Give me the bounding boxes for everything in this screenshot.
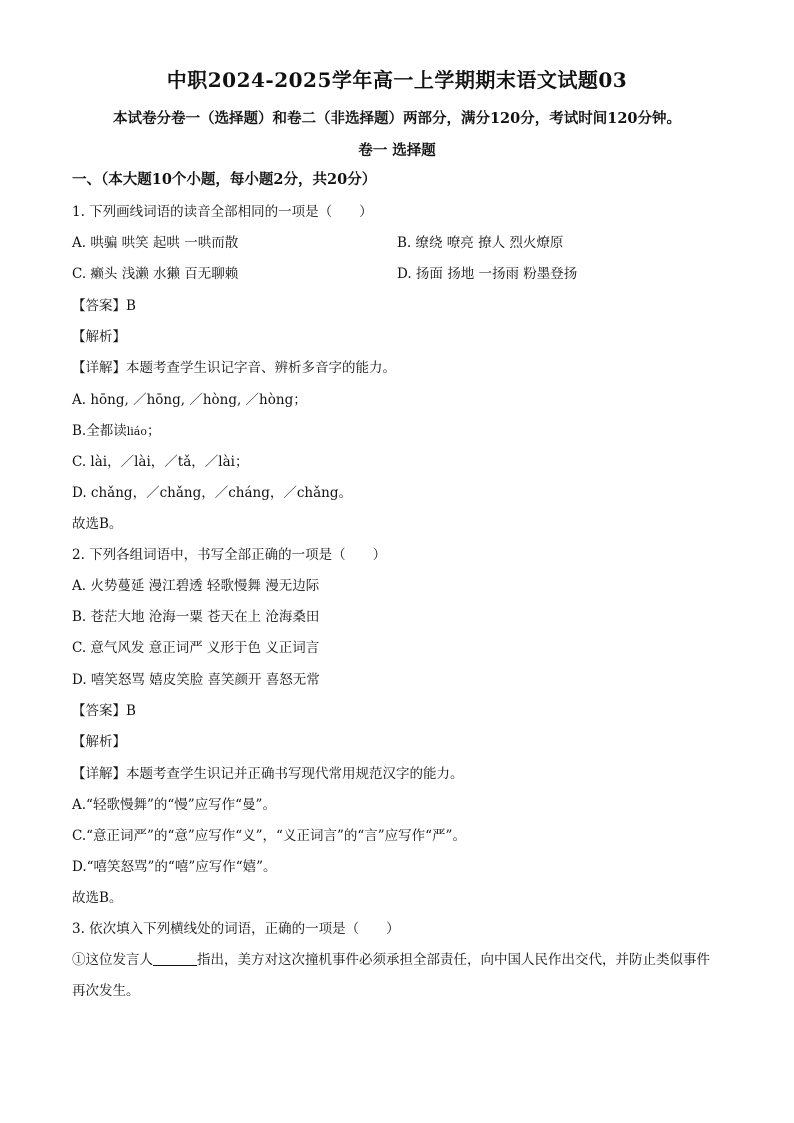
- q1-conclusion: 故选B。: [72, 516, 123, 532]
- answer-tag: 【答案】: [72, 703, 126, 719]
- q2-analysis-tag: 【解析】: [72, 734, 126, 750]
- q1-option-a: A. 哄骗 哄笑 起哄 一哄而散: [72, 235, 239, 251]
- q1-explain-d: D. chǎng，／chǎng，／cháng，／chǎng。: [72, 485, 352, 501]
- q1-answer: [72, 296, 136, 316]
- q2-explain-c: C.“意正词严”的“意”应写作“义”，“义正词言”的“言”应写作“严”。: [72, 828, 466, 844]
- q1-option-b: B. 缭绕 嘹亮 撩人 烈火燎原: [397, 235, 564, 251]
- detail-tag: 【详解】: [72, 360, 126, 376]
- answer-value: B: [126, 703, 136, 719]
- q2-option-d: D. 嘻笑怒骂 嬉皮笑脸 喜笑颜开 喜怒无常: [72, 672, 320, 688]
- q1-option-c: C. 癞头 浅濑 水獭 百无聊赖: [72, 266, 239, 282]
- q1-explain-c: C. lài，／lài，／tǎ，／lài；: [72, 454, 249, 470]
- item1-suffix: 指出，美方对这次撞机事件必须承担全部责任，向中国人民作出交代，并防止类似事件再次发生。: [72, 952, 710, 999]
- section-title: 卷一 选择题: [358, 142, 436, 159]
- q2-option-c: C. 意气风发 意正词严 义形于色 义正词言: [72, 640, 320, 656]
- answer-value: B: [126, 298, 136, 314]
- q1-explain-a: A. hōng, ／hōng, ／hòng, ／hòng；: [72, 392, 307, 408]
- item1-prefix: ①这位发言人: [72, 952, 153, 968]
- q2-stem: 2. 下列各组词语中，书写全部正确的一项是（ ）: [72, 547, 387, 563]
- explain-b-prefix: B.全都读: [72, 423, 127, 439]
- page-title: 中职2024-2025学年高一上学期期末语文试题03: [166, 68, 628, 92]
- exam-instructions: 本试卷分卷一（选择题）和卷二（非选择题）两部分，满分120分，考试时间120分钟。: [112, 110, 682, 127]
- q1-detail: [72, 358, 396, 378]
- q2-option-a: A. 火势蔓延 漫江碧透 轻歌慢舞 漫无边际: [72, 578, 320, 594]
- detail-text: 本题考查学生识记并正确书写现代常用规范汉字的能力。: [126, 766, 464, 782]
- q3-item-1: [72, 945, 722, 1007]
- part-heading: 一、（本大题10个小题，每小题2分，共20分）: [72, 171, 377, 188]
- q1-option-d: D. 扬面 扬地 一扬雨 粉墨登扬: [397, 266, 578, 282]
- q2-explain-d: D.“嘻笑怒骂”的“嘻”应写作“嬉”。: [72, 859, 277, 875]
- fill-in-blank[interactable]: [153, 951, 197, 966]
- answer-tag: 【答案】: [72, 298, 126, 314]
- q2-answer: [72, 701, 136, 721]
- detail-text: 本题考查学生识记字音、辨析多音字的能力。: [126, 360, 396, 376]
- q1-stem: 1. 下列画线词语的读音全部相同的一项是（ ）: [72, 204, 373, 220]
- detail-tag: 【详解】: [72, 766, 126, 782]
- q1-explain-b: [72, 421, 160, 442]
- explain-b-pinyin: liáo: [126, 425, 147, 438]
- q2-explain-a: A.“轻歌慢舞”的“慢”应写作“曼”。: [72, 797, 276, 813]
- explain-b-suffix: ；: [146, 423, 161, 439]
- q2-conclusion: 故选B。: [72, 890, 123, 906]
- q2-detail: [72, 764, 464, 784]
- q3-stem: 3. 依次填入下列横线处的词语，正确的一项是（ ）: [72, 921, 400, 937]
- q2-option-b: B. 苍茫大地 沧海一粟 苍天在上 沧海桑田: [72, 609, 320, 625]
- q1-analysis-tag: 【解析】: [72, 329, 126, 345]
